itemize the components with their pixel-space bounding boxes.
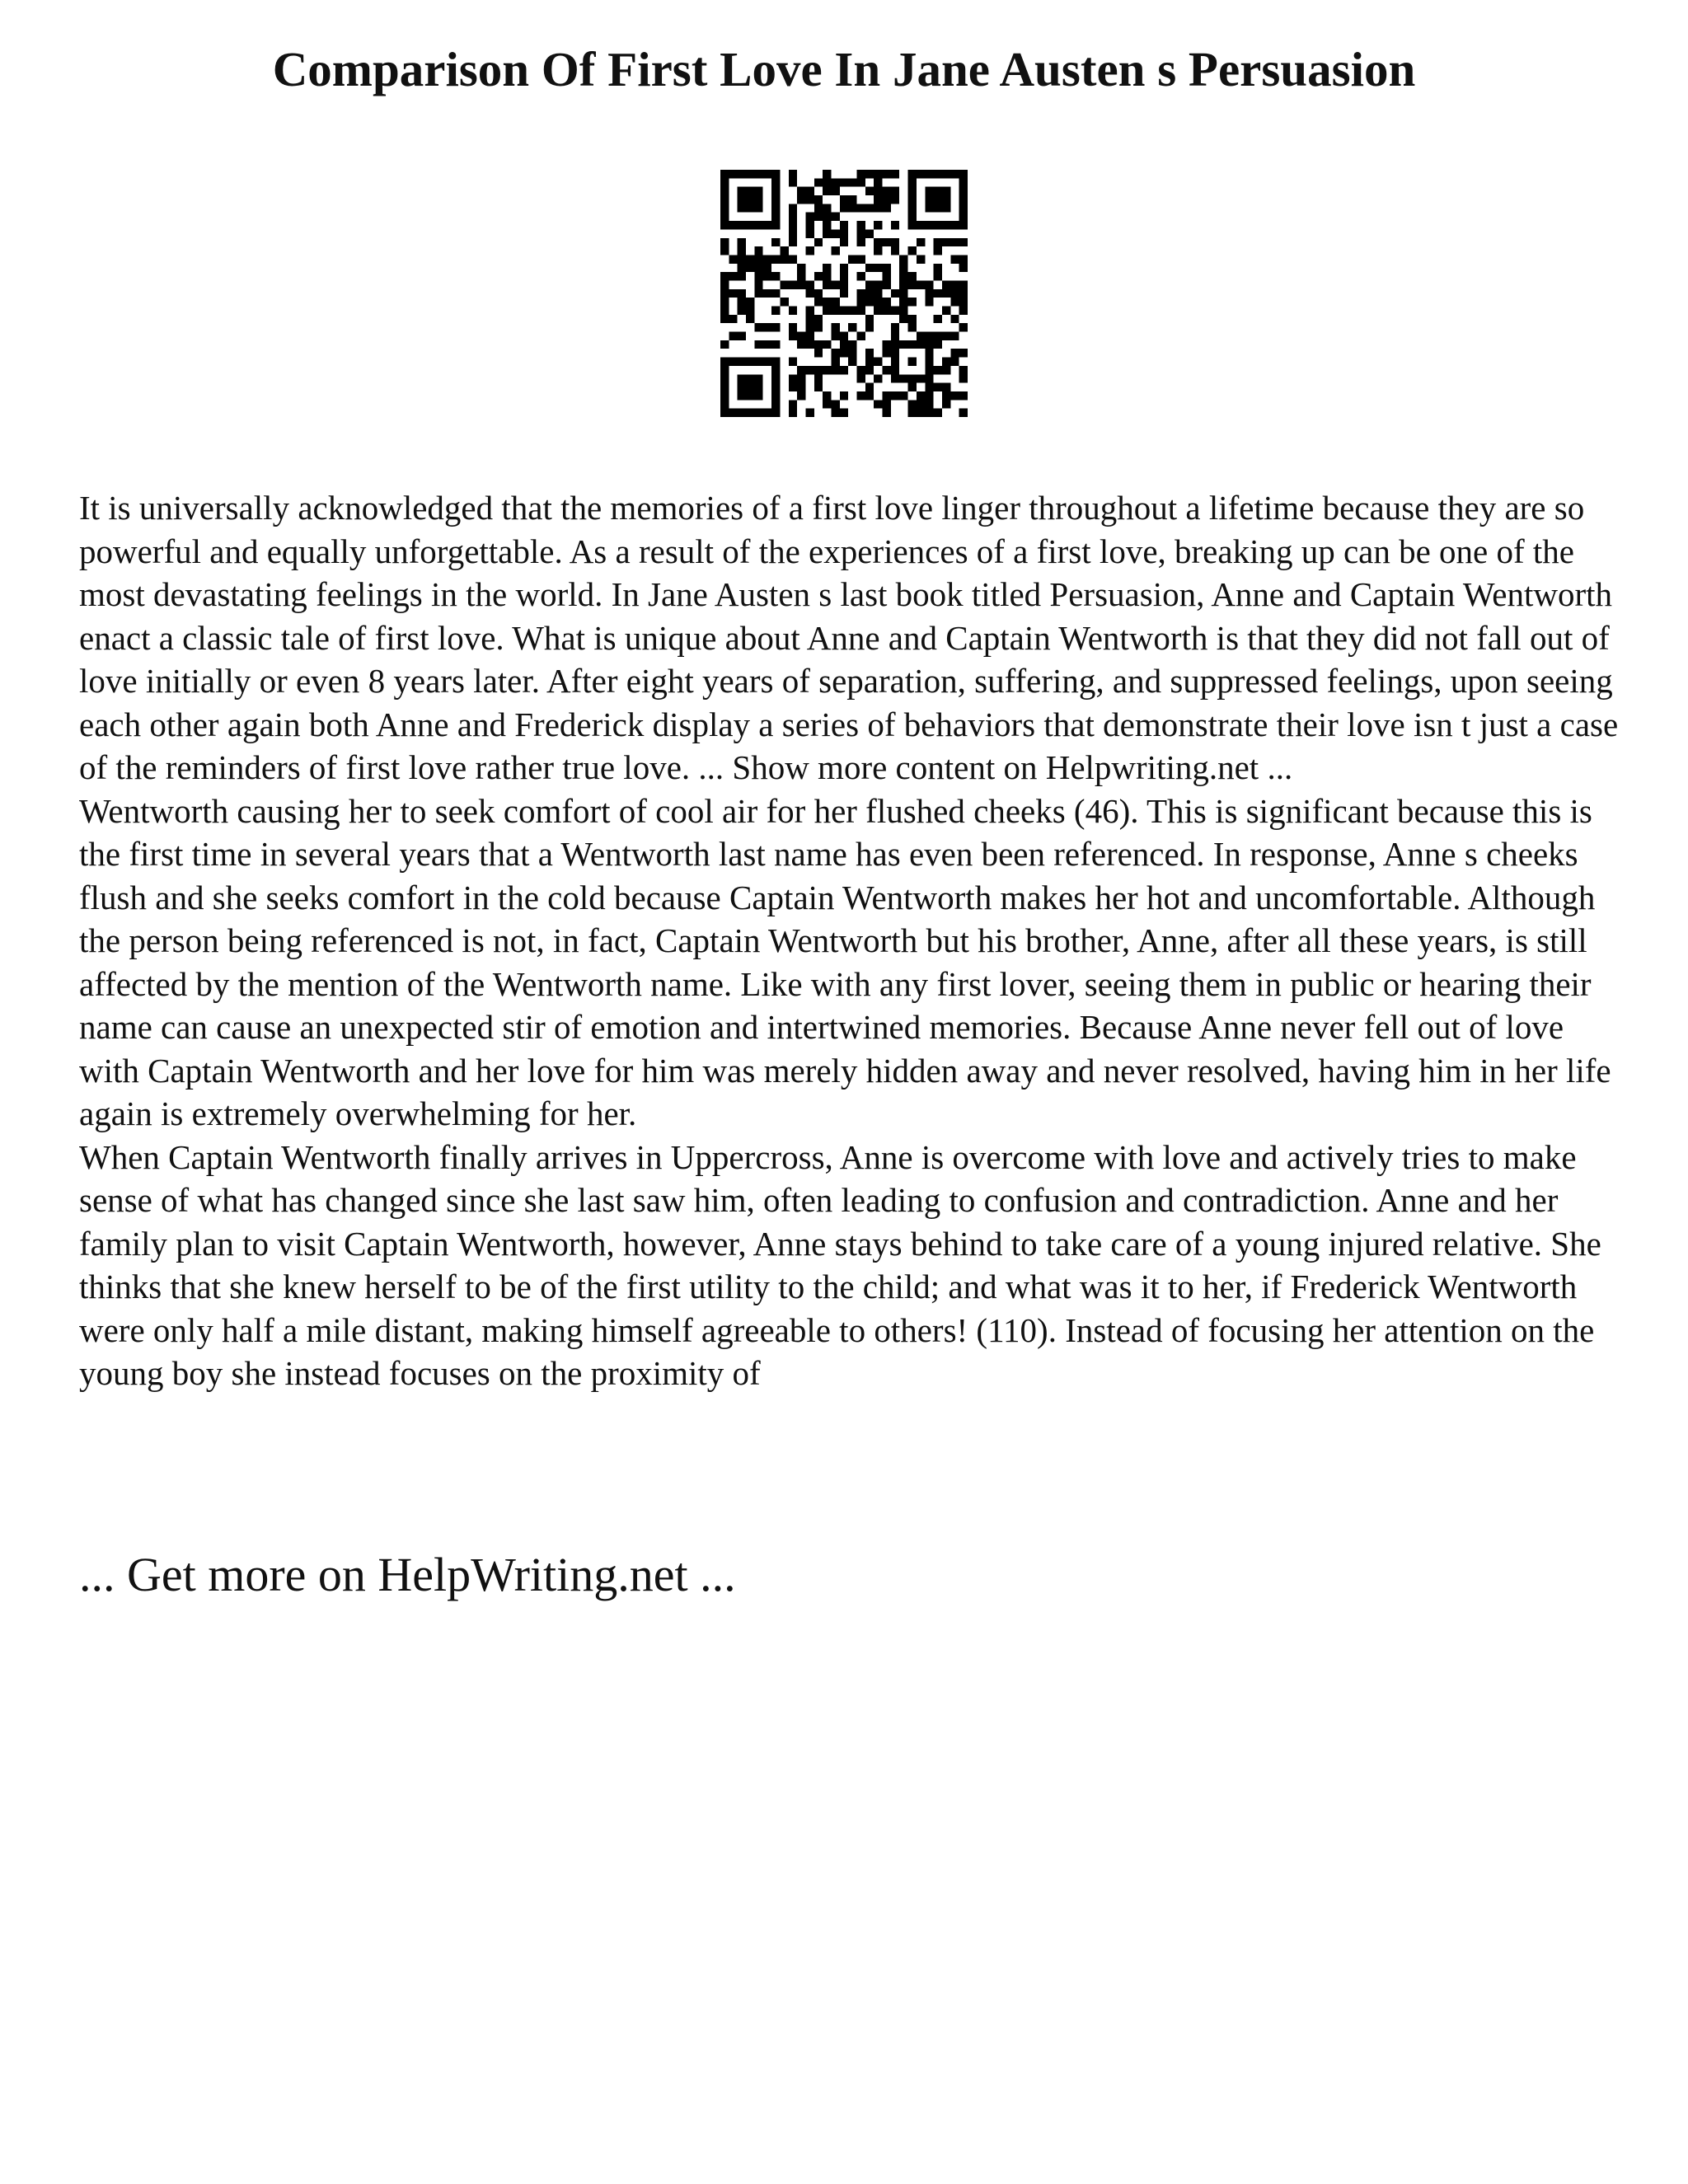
body-paragraph: It is universally acknowledged that the memories of a first love linger throughout a lifetime because they are so powerful and equally unforgettable. As a result of the experiences of a first love, breaking up can be one of the most devastating feelings in the world. In Jane Austen s last book titled Persuasion, Anne and Captain Wentworth enact a classic tale of first love. What is unique about Anne and Captain Wentworth is that they did not fall out of love initially or even 8 years later. After eight years of separation, suffering, and suppressed feelings, upon seeing each other again both Anne and Frederick display a series of behaviors that demonstrate their love isn t just a case of the reminders of first love rather true love. ... Show more content on Helpwriting.net ... <box>79 489 1619 786</box>
document-body <box>79 486 1629 1395</box>
body-paragraph: Wentworth causing her to seek comfort of cool air for her flushed cheeks (46). This is significant because this is the first time in several years that a Wentworth last name has even been referenced. In response, Anne s cheeks flush and she seeks comfort in the cold because Captain Wentworth makes her hot and uncomfortable. Although the person being referenced is not, in fact, Captain Wentworth but his brother, Anne, after all these years, is still affected by the mention of the Wentworth name. Like with any first lover, seeing them in public or hearing their name can cause an unexpected stir of emotion and intertwined memories. Because Anne never fell out of love with Captain Wentworth and her love for him was merely hidden away and never resolved, having him in her life again is extremely overwhelming for her. <box>79 791 1611 1132</box>
body-paragraph: When Captain Wentworth finally arrives in Uppercross, Anne is overcome with love and actively tries to make sense of what has changed since she last saw him, often leading to confusion and contradiction. Anne and her family plan to visit Captain Wentworth, however, Anne stays behind to take care of a young injured relative. She thinks that she knew herself to be of the first utility to the child; and what was it to her, if Frederick Wentworth were only half a mile distant, making himself agreeable to others! (110). Instead of focusing her attention on the young boy she instead focuses on the proximity of <box>79 1137 1601 1392</box>
qr-code-image <box>720 170 968 417</box>
get-more-link[interactable]: ... Get more on HelpWriting.net ... <box>79 1548 736 1601</box>
document-title: Comparison Of First Love In Jane Austen s Persuasion <box>272 42 1416 96</box>
